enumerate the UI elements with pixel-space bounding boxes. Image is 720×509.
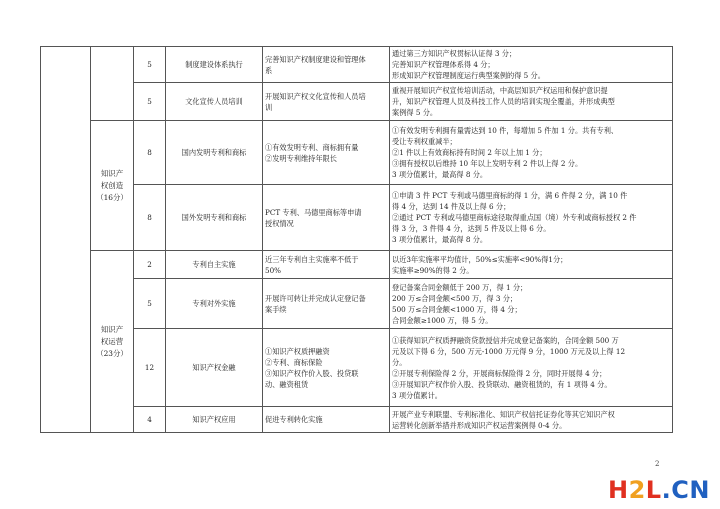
item-cell: 国外发明专利和商标 <box>166 185 263 251</box>
content-cell: 开展许可转让并完成认定登记备 案手续 <box>263 279 390 329</box>
item-cell: 知识产权应用 <box>166 407 263 433</box>
score-cell: 4 <box>134 407 166 433</box>
criteria-cell: 以近3年实施率平均值计，50%≤实施率<90%得1分； 实施率≥90%的得 2 分。 <box>390 251 673 279</box>
table-row <box>41 185 673 251</box>
item-cell: 文化宣传人员培训 <box>166 83 263 121</box>
item-cell: 专利对外实施 <box>166 279 263 329</box>
category-cell: 知识产 权运营 （23分） <box>91 251 134 433</box>
blank-category-cell <box>91 47 134 121</box>
table-row <box>41 407 673 433</box>
table-row <box>41 329 673 407</box>
score-cell: 5 <box>134 47 166 83</box>
score-cell: 8 <box>134 121 166 185</box>
table-row <box>41 121 673 185</box>
table-row <box>41 251 673 279</box>
criteria-cell: ①获得知识产权质押融资贷款授信并完成登记备案的，合同金额 500 万 元及以下得 6 分，500 万元-1000 万元得 9 分，1000 万元及以上得 12 分。 ②开展专利保险得 2 分，开展商标保险得 2 分，同时开展得 4 分； ③开展知识产权作价入股、投贷联动、融资租赁的，有 1 项得 4 分。 3 项分值累计。 <box>390 329 673 407</box>
content-cell: PCT 专利、马德里商标等申请 授权情况 <box>263 185 390 251</box>
item-cell: 专利自主实施 <box>166 251 263 279</box>
score-cell: 5 <box>134 83 166 121</box>
criteria-cell: 通过第三方知识产权贯标认证得 3 分； 完善知识产权管理体系得 4 分； 形成知识产权管理制度运行典型案例的得 5 分。 <box>390 47 673 83</box>
score-cell: 8 <box>134 185 166 251</box>
item-cell: 制度建设体系执行 <box>166 47 263 83</box>
table-row <box>41 47 673 83</box>
criteria-cell: ①有效发明专利拥有量需达到 10 件，每增加 5 件加 1 分。共有专利、 受让专利权重减半； ②1 件以上有效商标持有时间 2 年以上加 1 分； ③拥有授权以后维持 10 年以上发明专利 2 件以上得 2 分。 3 项分值累计，最高得 8 分。 <box>390 121 673 185</box>
content-cell: ①知识产权质押融资 ②专利、商标保险 ③知识产权作价入股、投贷联 动、融资租赁 <box>263 329 390 407</box>
content-cell: 近三年专利自主实施率不低于 50% <box>263 251 390 279</box>
table-row <box>41 279 673 329</box>
score-cell: 5 <box>134 279 166 329</box>
table-row <box>41 83 673 121</box>
content-cell: 开展知识产权文化宣传和人员培 训 <box>263 83 390 121</box>
criteria-cell: ①申请 3 件 PCT 专利或马德里商标的得 1 分，满 6 件得 2 分，满 10 件 得 4 分，达到 14 件及以上得 6 分； ②通过 PCT 专利或马德里商标途径取得重点国（境）外专利或商标授权 2 件 得 3 分，3 件得 4 分，达到 5 件及以上得 6 分。 3 项分值累计，最高得 8 分。 <box>390 185 673 251</box>
watermark-logo: H2L.CN <box>608 476 710 504</box>
item-cell: 知识产权金融 <box>166 329 263 407</box>
content-cell: 完善知识产权制度建设和管理体 系 <box>263 47 390 83</box>
content-cell: 促进专利转化实施 <box>263 407 390 433</box>
empty-first-column <box>41 47 91 433</box>
score-cell: 12 <box>134 329 166 407</box>
page-number: 2 <box>655 460 660 468</box>
item-cell: 国内发明专利和商标 <box>166 121 263 185</box>
content-cell: ①有效发明专利、商标拥有量 ②发明专利维持年限长 <box>263 121 390 185</box>
criteria-cell: 重视开展知识产权宣传培训活动，中高层知识产权运用和保护意识提 升，知识产权管理人员及科技工作人员的培训实现全覆盖，并形成典型 案例得 5 分。 <box>390 83 673 121</box>
criteria-cell: 登记备案合同金额低于 200 万，得 1 分； 200 万≤合同金额<500 万，得 3 分； 500 万≤合同金额<1000 万，得 4 分； 合同金额≥1000 万，得 5 分。 <box>390 279 673 329</box>
criteria-cell: 开展产业专利联盟、专利标准化、知识产权信托证券化等其它知识产权 运营转化创新举措并形成知识产权运营案例得 0-4 分。 <box>390 407 673 433</box>
category-cell: 知识产 权创造 （16分） <box>91 121 134 251</box>
scoring-table <box>40 46 673 433</box>
score-cell: 2 <box>134 251 166 279</box>
